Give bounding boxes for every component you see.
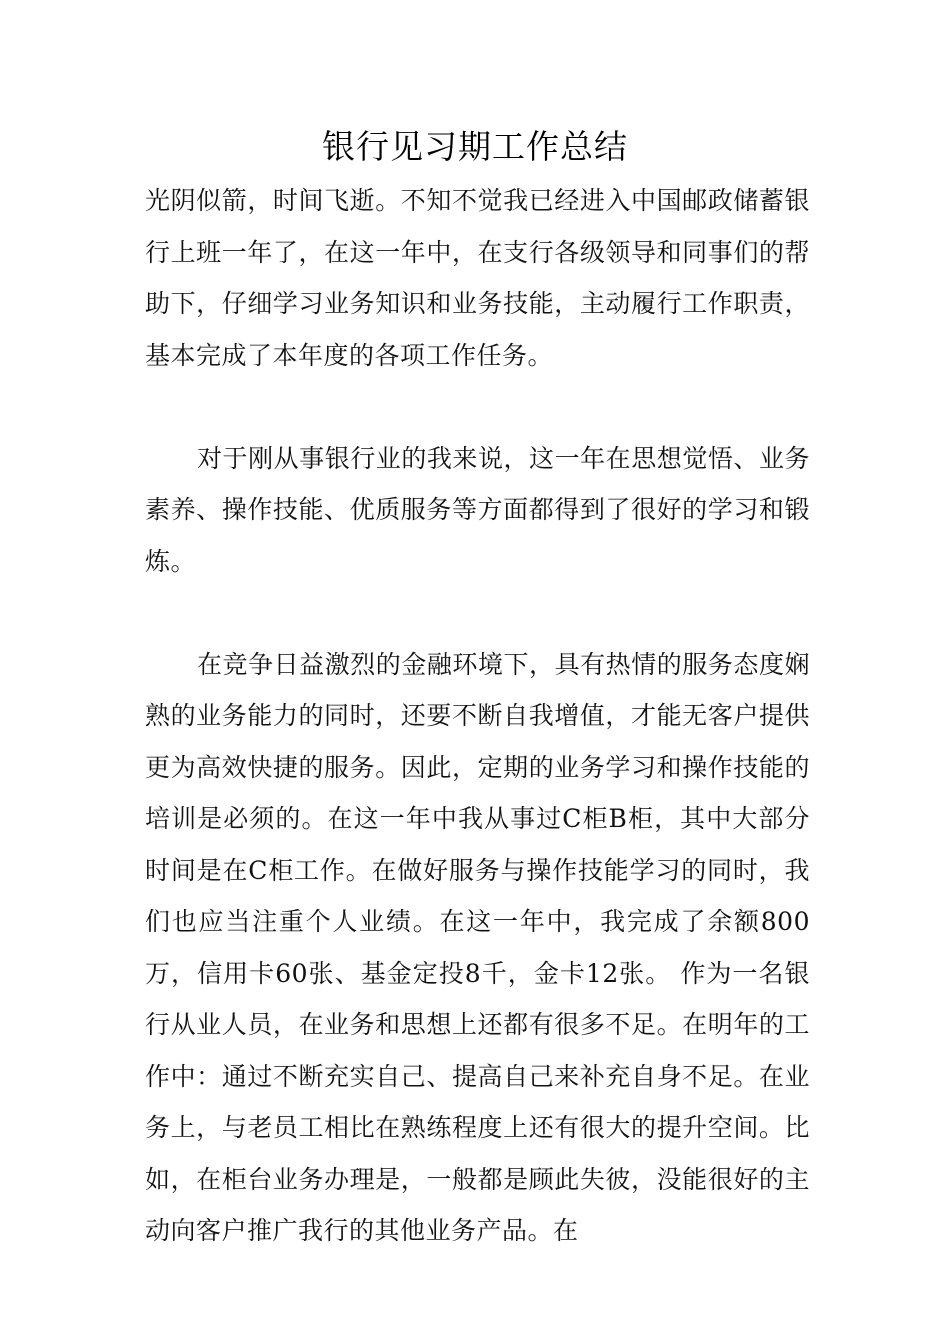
document-body (145, 175, 810, 1257)
paragraph-gap (145, 381, 810, 433)
paragraph-gap (145, 587, 810, 639)
paragraph-performance: 在竞争日益激烈的金融环境下，具有热情的服务态度娴熟的业务能力的同时，还要不断自我增值，才能无客户提供更为高效快捷的服务。因此，定期的业务学习和操作技能的培训是必须的。在这一年中我从事过C柜B柜，其中大部分时间是在C柜工作。在做好服务与操作技能学习的同时，我们也应当注重个人业绩。在这一年中，我完成了余额800万，信用卡60张、基金定投8千，金卡12张。 作为一名银行从业人员，在业务和思想上还都有很多不足。在明年的工作中：通过不断充实自己、提高自己来补充自身不足。在业务上，与老员工相比在熟练程度上还有很大的提升空间。比如，在柜台业务办理是，一般都是顾此失彼，没能很好的主动向客户推广我行的其他业务产品。在 (145, 649, 810, 1245)
page-title: 银行见习期工作总结 (322, 127, 628, 166)
paragraph-reflection: 对于刚从事银行业的我来说，这一年在思想觉悟、业务素养、操作技能、优质服务等方面都得到了很好的学习和锻炼。 (145, 443, 810, 576)
paragraph-intro: 光阴似箭，时间飞逝。不知不觉我已经进入中国邮政储蓄银行上班一年了，在这一年中，在支行各级领导和同事们的帮助下，仔细学习业务知识和业务技能，主动履行工作职责，基本完成了本年度的各项工作任务。 (145, 186, 810, 370)
